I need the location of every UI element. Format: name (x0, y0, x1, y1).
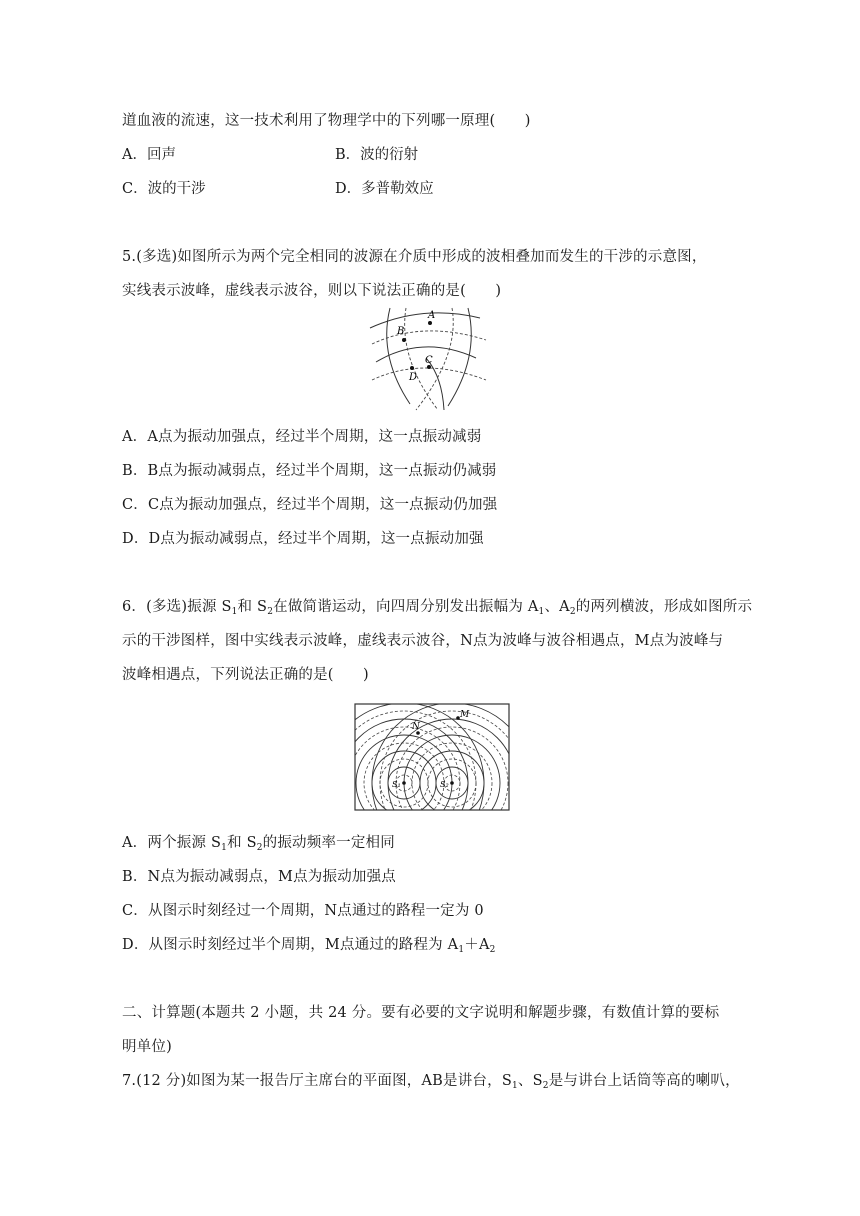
q6-option-b: B．N点为振动减弱点，M点为振动加强点 (122, 869, 396, 885)
q7-stem-line1: 7.(12 分)如图为某一报告厅主席台的平面图，AB是讲台，$S_1$、$S_2$是与讲台上话筒等高的喇叭， (122, 1073, 740, 1091)
section2-heading-line1: 二、计算题(本题共 2 小题，共 24 分。要有必要的文字说明和解题步骤，有数值计算的要标 (122, 1005, 720, 1021)
q6-interference-figure (354, 703, 510, 811)
q5-stem-line2: 实线表示波峰，虚线表示波谷，则以下说法正确的是( ) (122, 283, 502, 299)
q6-label-s2: S₂ (440, 780, 449, 789)
q5-crest-line (387, 308, 410, 404)
q6-stem-line2: 示的干涉图样，图中实线表示波峰，虚线表示波谷，N点为波峰与波谷相遇点，M点为波峰与 (122, 633, 724, 649)
q4-option-a: A．回声 (122, 147, 176, 163)
q5-option-b: B．B点为振动减弱点，经过半个周期，这一点振动仍减弱 (122, 463, 497, 479)
q6-source-s1 (402, 781, 406, 785)
q5-label-d: D (409, 372, 418, 383)
q5-crest-line (448, 308, 471, 406)
q4-option-b: B．波的衍射 (335, 147, 419, 163)
q6-option-d: D．从图示时刻经过半个周期，M点通过的路程为 $A_1+A_2$ (122, 937, 496, 955)
q5-crest-line (370, 313, 480, 328)
q6-label-n: N (412, 722, 420, 732)
q5-stem-line1: 5.(多选)如图所示为两个完全相同的波源在介质中形成的波相叠加而发生的干涉的示意图， (122, 249, 707, 265)
q5-trough-line (372, 368, 486, 380)
q5-option-d: D．D点为振动减弱点，经过半个周期，这一点振动加强 (122, 531, 484, 547)
q4-option-d: D．多普勒效应 (335, 181, 434, 197)
q5-label-c: C (425, 355, 433, 366)
q6-stem-line1: 6．(多选)振源 $S_1$和 $S_2$在做简谐运动，向四周分别发出振幅为 $A_1$、$A_2$的两列横波，形成如图所示 (122, 599, 753, 617)
q5-point-b (402, 338, 406, 342)
q4-option-c: C．波的干涉 (122, 181, 206, 197)
q5-label-a: A (428, 310, 436, 321)
q6-stem-line3: 波峰相遇点，下列说法正确的是( ) (122, 667, 369, 683)
q5-label-b: B (397, 326, 405, 337)
q5-option-a: A．A点为振动加强点，经过半个周期，这一点振动减弱 (122, 429, 482, 445)
q6-label-s1: S₁ (392, 780, 401, 789)
q5-option-c: C．C点为振动加强点，经过半个周期，这一点振动仍加强 (122, 497, 498, 513)
q5-point-a (428, 321, 432, 325)
q6-option-a: A．两个振源 $S_1$和 $S_2$的振动频率一定相同 (122, 835, 395, 853)
q5-trough-line (372, 331, 486, 344)
q5-point-d (410, 366, 414, 370)
q5-interference-figure (368, 306, 492, 412)
q6-label-m: M (460, 710, 470, 720)
q6-figure-frame (355, 704, 509, 810)
q4-stem: 道血液的流速，这一技术利用了物理学中的下列哪一原理( ) (122, 113, 531, 129)
q6-option-c: C．从图示时刻经过一个周期，N点通过的路程一定为 0 (122, 903, 484, 919)
section2-heading-line2: 明单位) (122, 1039, 172, 1055)
q5-trough-line (416, 308, 453, 410)
q6-source-s2 (450, 781, 454, 785)
q5-trough-line (405, 308, 438, 410)
